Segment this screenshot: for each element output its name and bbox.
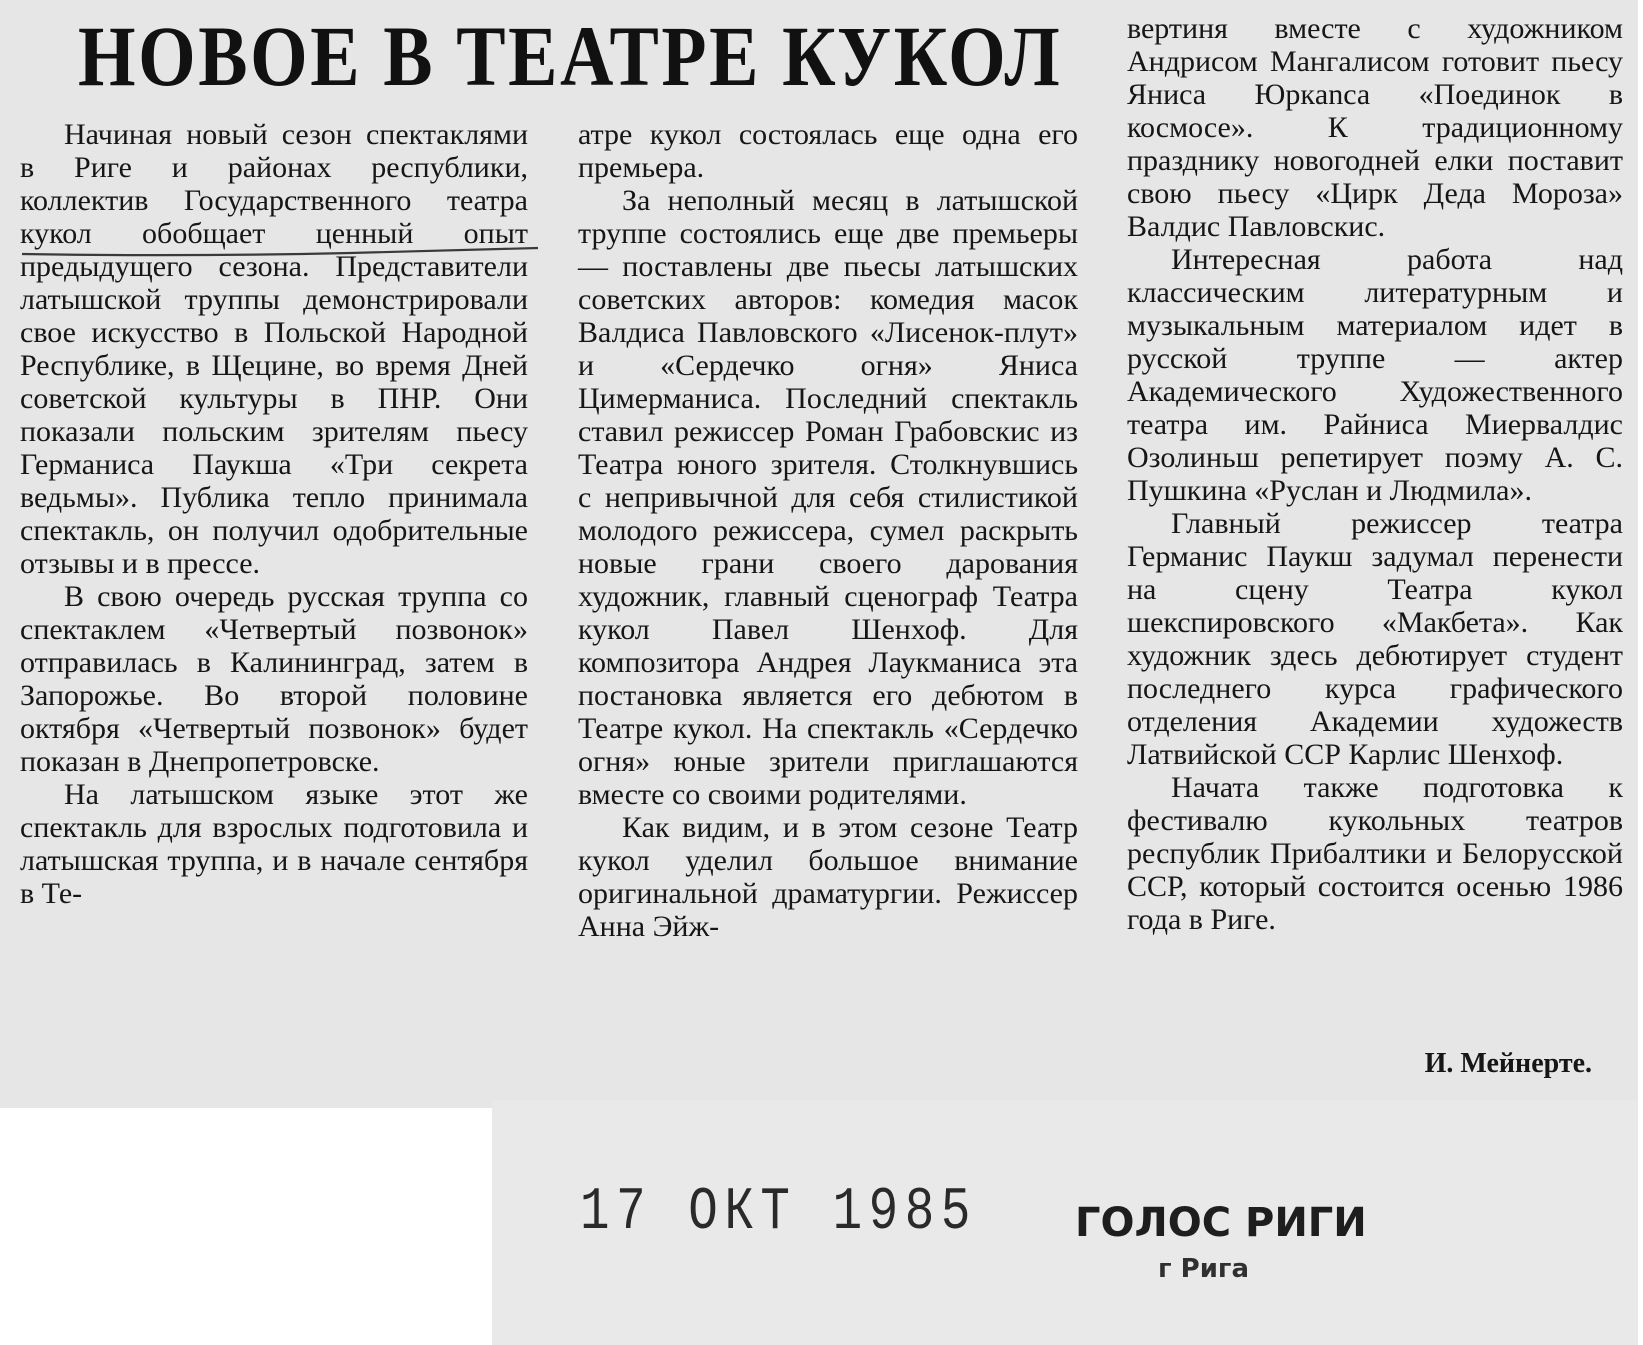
paragraph: вертиня вместе с художником Андрисом Мангалисом готовит пьесу Яниса Юркanса «Поединок в космосе». К традиционному празднику новогодней елки поставит свою пьесу «Цирк Деда Мороза» Валдис Павловскис. [1127,12,1623,243]
date-stamp: 17 ОКТ 1985 [580,1179,977,1247]
city-stamp: г Рига [1158,1254,1250,1284]
article-column-2 [578,118,1078,943]
paragraph: Интересная работа над классическим литературным и музыкальным материалом идет в русской труппе — актер Академического Художественного театра им. Райниса Миервалдис Озолиньш репетирует поэму А. С. Пушкина «Руслан и Людмила». [1127,243,1623,507]
pencil-underline [20,245,540,259]
article-title: НОВОЕ В ТЕАТРЕ КУКОЛ [78,8,1063,104]
paragraph: атре кукол состоялась еще одна его премьера. [578,118,1078,184]
paragraph: Как видим, и в этом сезоне Театр кукол уделил большое внимание оригинальной драматургии. Режиссер Анна Эйж- [578,811,1078,943]
paragraph: Начата также подготовка к фестивалю кукольных театров республик Прибалтики и Белорусской ССР, который состоится осенью 1986 года в Риге. [1127,771,1623,936]
paragraph: Начиная новый сезон спектаклями в Риге и районах республики, коллектив Государственного театра кукол обобщает ценный опыт предыдущего сезона. Представители латышской труппы демонстрировали свое искусство в Польской Народной Республике, в Щецине, во время Дней советской культуры в ПНР. Они показали польским зрителям пьесу Германиса Паукша «Три секрета ведьмы». Публика тепло принимала спектакль, он получил одобрительные отзывы и в прессе. [20,118,528,580]
paragraph: Главный режиссер театра Германис Паукш задумал перенести на сцену Театра кукол шекспировского «Макбета». Как художник здесь дебютирует студент последнего курса графического отделения Академии художеств Латвийской ССР Карлис Шенхоф. [1127,507,1623,771]
newspaper-stamp: ГОЛОС РИГИ [1075,1200,1367,1246]
article-column-3 [1127,12,1623,936]
paragraph: За неполный месяц в латышской труппе состоялись еще две премьеры — поставлены две пьесы латышских советских авторов: комедия масок Валдиса Павловского «Лисенок-плут» и «Сердечко огня» Яниса Цимерманиса. Последний спектакль ставил режиссер Роман Грабовскис из Театра юного зрителя. Столкнувшись с непривычной для себя стилистикой молодого режиссера, сумел раскрыть новые грани своего дарования художник, главный сценограф Театра кукол Павел Шенхоф. Для композитора Андрея Лаукманиса эта постановка является его дебютом в Театре кукол. На спектакль «Сердечко огня» юные зрители приглашаются вместе со своими родителями. [578,184,1078,811]
article-author: И. Мейнерте. [1424,1048,1592,1079]
paragraph: В свою очередь русская труппа со спектаклем «Четвертый позвонок» отправилась в Калининград, затем в Запорожье. Во второй половине октября «Четвертый позвонок» будет показан в Днепропетровске. [20,580,528,778]
article-column-1 [20,118,528,910]
paragraph: На латышском языке этот же спектакль для взрослых подготовила и латышская труппа, и в начале сентября в Те- [20,778,528,910]
